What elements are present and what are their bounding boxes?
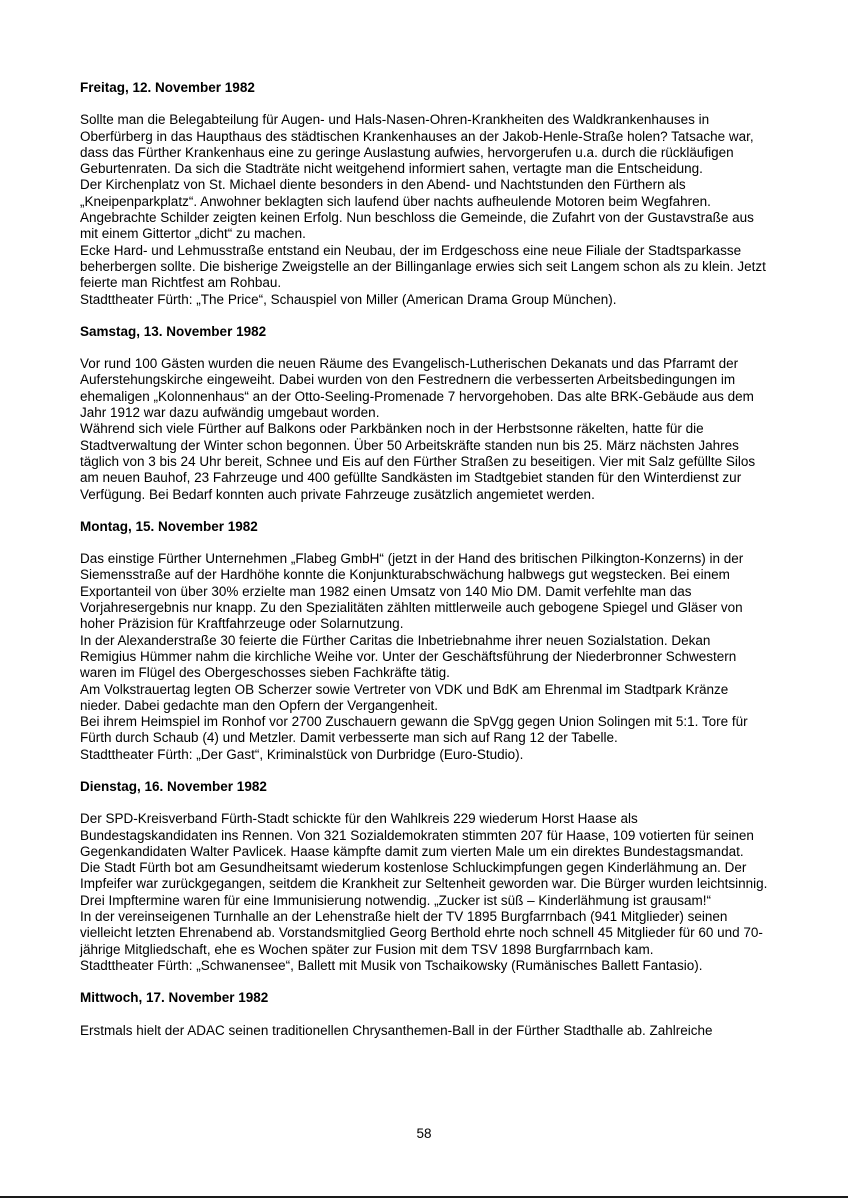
page-number: 58 <box>416 1125 432 1141</box>
paragraph: Ecke Hard- und Lehmusstraße entstand ein Neubau, der im Erdgeschoss eine neue Filiale der Stadtsparkasse beherbergen sollte. Die bisherige Zweigstelle an der Billinganlage erwies sich seit Langem schon als zu klein. Jetzt feierte man Richtfest am Rohbau. <box>80 242 766 291</box>
paragraph: Der Kirchenplatz von St. Michael diente besonders in den Abend- und Nachtstunden den Fürthern als „Kneipenparkplatz“. Anwohner beklagten sich laufend über nachts aufheulende Motoren beim Wegfahren. Angebrachte Schilder zeigten keinen Erfolg. Nun beschloss die Gemeinde, die Zufahrt von der Gustavstraße aus mit einem Gittertor „dicht“ zu machen. <box>80 177 754 242</box>
paragraph: Vor rund 100 Gästen wurden die neuen Räume des Evangelisch-Lutherischen Dekanats und das Pfarramt der Auferstehungskirche eingeweiht. Dabei wurden von den Festrednern die verbesserten Arbeitsbedingungen im ehemaligen „Kolonnenhaus“ an der Otto-Seeling-Promenade 7 hervorgehoben. Das alte BRK-Gebäude aus dem Jahr 1912 war dazu aufwändig umgebaut worden. <box>80 356 754 421</box>
paragraph: Sollte man die Belegabteilung für Augen- und Hals-Nasen-Ohren-Krankheiten des Waldkrankenhauses in Oberfürberg in das Haupthaus des städtischen Krankenhauses an der Jakob-Henle-Straße holen? Tatsache war, dass das Fürther Krankenhaus eine zu geringe Auslastung aufwies, hervorgerufen u.a. durch die rückläufigen Geburtenraten. Da sich die Stadträte nicht weitgehend informiert sahen, vertagte man die Entscheidung. <box>80 112 754 177</box>
section-samstag-13-november <box>80 324 770 503</box>
paragraph: Erstmals hielt der ADAC seinen traditionellen Chrysanthemen-Ball in der Fürther Stadthalle ab. Zahlreiche <box>80 1022 713 1038</box>
paragraph: Das einstige Fürther Unternehmen „Flabeg GmbH“ (jetzt in der Hand des britischen Pilkington-Konzerns) in der Siemensstraße auf der Hardhöhe konnte die Konjunkturabschwächung halbwegs gut wegstecken. Bei einem Exportanteil von über 30% erzielte man 1982 einen Umsatz von 140 Mio DM. Damit verfehlte man das Vorjahresergebnis nur knapp. Zu den Spezialitäten zählten mittlerweile auch gebogene Spiegel und Gläser von hoher Präzision für Kraftfahrzeuge oder Solarnutzung. <box>80 551 744 632</box>
page-bottom-edge <box>0 1196 848 1198</box>
paragraph: Die Stadt Fürth bot am Gesundheitsamt wiederum kostenlose Schluckimpfungen gegen Kinderlähmung an. Der Impfeifer war zurückgegangen, seitdem die Krankheit zur Seltenheit geworden war. Die Bürger wurden leichtsinnig. Drei Impftermine waren für eine Immunisierung notwendig. „Zucker ist süß – Kinderlähmung ist grausam!“ <box>80 860 768 908</box>
paragraph: Am Volkstrauertag legten OB Scherzer sowie Vertreter von VDK und BdK am Ehrenmal im Stadtpark Kränze nieder. Dabei gedachte man den Opfern der Vergangenheit. <box>80 681 729 713</box>
paragraph: In der Alexanderstraße 30 feierte die Fürther Caritas die Inbetriebnahme ihrer neuen Sozialstation. Dekan Remigius Hümmer nahm die kirchliche Weihe vor. Unter der Geschäftsführung der Niederbronner Schwestern waren im Flügel des Obergeschosses sieben Fachkräfte tätig. <box>80 632 737 681</box>
paragraph: Der SPD-Kreisverband Fürth-Stadt schickte für den Wahlkreis 229 wiederum Horst Haase als Bundestagskandidaten ins Rennen. Von 321 Sozialdemokraten stimmten 207 für Haase, 109 votierten für seinen Gegenkandidaten Walter Pavlicek. Haase kämpfte damit zum vierten Male um ein direktes Bundestagsmandat. <box>80 811 754 859</box>
section-mittwoch-17-november <box>80 990 770 1039</box>
paragraph: Bei ihrem Heimspiel im Ronhof vor 2700 Zuschauern gewann die SpVgg gegen Union Solingen mit 5:1. Tore für Fürth durch Schaub (4) und Metzler. Damit verbesserte man sich auf Rang 12 der Tabelle. <box>80 714 748 746</box>
section-heading: Freitag, 12. November 1982 <box>80 80 255 95</box>
paragraph: Stadttheater Fürth: „Schwanensee“, Ballett mit Musik von Tschaikowsky (Rumänisches Ballett Fantasio). <box>80 957 703 973</box>
section-heading: Samstag, 13. November 1982 <box>80 323 267 339</box>
section-montag-15-november <box>80 519 770 763</box>
section-heading: Montag, 15. November 1982 <box>80 518 258 534</box>
paragraph: In der vereinseigenen Turnhalle an der Lehenstraße hielt der TV 1895 Burgfarrnbach (941 Mitglieder) seinen vielleicht letzten Ehrenabend ab. Vorstandsmitglied Georg Berthold ehrte noch schnell 45 Mitglieder für 60 und 70-jährige Mitgliedschaft, ehe es Wochen später zur Fusion mit dem TSV 1898 Burgfarrnbach kam. <box>80 909 763 957</box>
section-dienstag-16-november <box>80 779 770 974</box>
section-heading: Dienstag, 16. November 1982 <box>80 778 267 794</box>
paragraph: Während sich viele Fürther auf Balkons oder Parkbänken noch in der Herbstsonne räkelten, hatte für die Stadtverwaltung der Winter schon begonnen. Über 50 Arbeitskräfte standen nun bis 25. März nächsten Jahres täglich von 3 bis 24 Uhr bereit, Schnee und Eis auf den Fürther Straßen zu beseitigen. Vier mit Salz gefüllte Silos am neuen Bauhof, 23 Fahrzeuge und 400 gefüllte Sandkästen im Stadtgebiet standen für den Winterdienst zur Verfügung. Bei Bedarf konnten auch private Fahrzeuge zusätzlich angemietet werden. <box>80 421 756 502</box>
section-freitag-12-november <box>80 80 770 308</box>
paragraph: Stadttheater Fürth: „The Price“, Schauspiel von Miller (American Drama Group München). <box>80 291 617 307</box>
paragraph: Stadttheater Fürth: „Der Gast“, Kriminalstück von Durbridge (Euro-Studio). <box>80 746 524 762</box>
section-heading: Mittwoch, 17. November 1982 <box>80 990 269 1006</box>
